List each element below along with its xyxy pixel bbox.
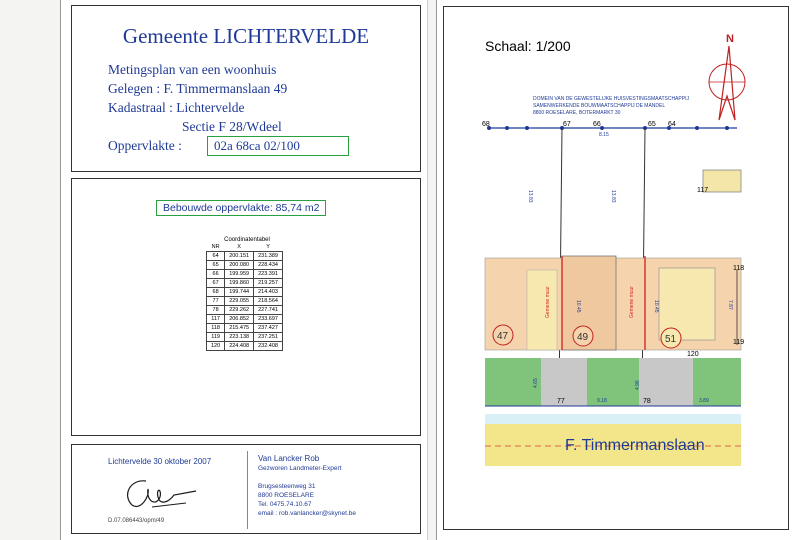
area-value: 02a 68ca 02/100 — [207, 136, 349, 156]
location-value: : F. Timmermanslaan 49 — [156, 81, 288, 96]
header-y: Y — [266, 244, 270, 250]
cell-nr: 65 — [207, 261, 225, 270]
cell-x: 199.860 — [225, 279, 254, 288]
plan-type: Metingsplan van een woonhuis — [108, 62, 277, 77]
point-label: 117 — [697, 187, 709, 194]
cell-x: 229.055 — [225, 297, 254, 306]
cadastre-value: : Lichtervelde — [169, 100, 245, 115]
cell-x: 199.959 — [225, 270, 254, 279]
footer-block — [71, 444, 421, 534]
built-area-box: Bebouwde oppervlakte: 85,74 m2 — [156, 200, 326, 216]
dimension-label: 8.15 — [599, 132, 609, 138]
dimension-label: 4.65 — [533, 378, 539, 388]
plan-sheet — [436, 0, 800, 540]
table-row — [207, 324, 283, 333]
table-row — [207, 333, 283, 342]
location-label: Gelegen — [108, 81, 153, 96]
dimension-label: 13.83 — [527, 190, 533, 203]
dimension-label: 10.45 — [575, 300, 581, 313]
north-arrow-icon — [709, 46, 745, 120]
cell-nr: 66 — [207, 270, 225, 279]
house-number: 47 — [497, 331, 509, 342]
point-label: 77 — [557, 398, 565, 405]
surveyor-name: Van Lancker Rob — [258, 454, 320, 463]
address-city: 8800 ROESELARE — [258, 492, 315, 499]
cell-nr: 78 — [207, 306, 225, 315]
wall-label: Gemene muur — [545, 286, 551, 318]
address-street: Brugsesteenweg 31 — [258, 483, 316, 490]
point-label: 119 — [733, 339, 745, 346]
table-row — [207, 279, 283, 288]
location-row — [108, 81, 287, 97]
house-number: 49 — [577, 332, 589, 343]
cell-y: 214.403 — [254, 288, 283, 297]
cell-nr: 68 — [207, 288, 225, 297]
cell-x: 200.151 — [225, 252, 254, 261]
dimension-label: 4.96 — [635, 380, 641, 390]
dimension-label: 13.83 — [610, 190, 616, 203]
signature — [116, 467, 206, 511]
title-sheet — [60, 0, 428, 540]
table-row — [207, 342, 283, 351]
cell-nr: 64 — [207, 252, 225, 261]
cell-nr: 77 — [207, 297, 225, 306]
street-name: F. Timmermanslaan — [565, 437, 705, 454]
area-label: Oppervlakte : — [108, 138, 182, 153]
cadastre-row — [108, 100, 244, 116]
cell-y: 228.434 — [254, 261, 283, 270]
wall-label: Gemene muur — [629, 286, 635, 318]
cell-nr: 120 — [207, 342, 225, 351]
cell-x: 229.262 — [225, 306, 254, 315]
coordinate-table — [206, 243, 283, 351]
cell-x: 199.744 — [225, 288, 254, 297]
cell-y: 231.389 — [254, 252, 283, 261]
cell-nr: 117 — [207, 315, 225, 324]
coordinate-panel — [71, 178, 421, 436]
section-value: Sectie F 28/Wdeel — [182, 119, 282, 134]
table-row — [207, 288, 283, 297]
point-label: 64 — [668, 121, 676, 128]
cell-y: 233.697 — [254, 315, 283, 324]
cell-y: 237.251 — [254, 333, 283, 342]
table-row — [207, 315, 283, 324]
table-row — [207, 306, 283, 315]
cell-y: 223.391 — [254, 270, 283, 279]
email: email : rob.vanlancker@skynet.be — [258, 510, 357, 517]
point-label: 78 — [643, 398, 651, 405]
north-label: N — [726, 33, 734, 45]
front-garden-49 — [587, 358, 639, 406]
footer-divider — [247, 451, 248, 529]
site-plan — [437, 0, 800, 540]
table-row — [207, 270, 283, 279]
owner-text-line: 8800 ROESELARE, BOTERMARKT 30 — [533, 110, 621, 116]
scale-label: Schaal: 1/200 — [485, 38, 571, 54]
coordinate-header-row — [207, 243, 283, 252]
cell-nr: 67 — [207, 279, 225, 288]
shed-117 — [703, 170, 741, 192]
point-label: 65 — [648, 121, 656, 128]
owner-text-line: DOMEIN VAN DE GEWESTELIJKE HUISVESTINGSMAATSCHAPPIJ — [533, 96, 689, 102]
point-label: 118 — [733, 265, 745, 272]
point-label: 120 — [687, 351, 699, 358]
municipality-title: Gemeente LICHTERVELDE — [122, 24, 370, 48]
cell-y: 232.408 — [254, 342, 283, 351]
cell-y: 237.427 — [254, 324, 283, 333]
surveyor-role: Gezworen Landmeter-Expert — [258, 465, 342, 472]
table-row — [207, 261, 283, 270]
table-row — [207, 252, 283, 261]
reference-number: D.07.086443/opm/49 — [108, 518, 165, 524]
cell-y: 227.741 — [254, 306, 283, 315]
header-x: X — [237, 244, 241, 250]
dimension-label: 10.45 — [653, 300, 659, 313]
cell-y: 218.564 — [254, 297, 283, 306]
dimension-label: 7.87 — [727, 300, 733, 310]
cell-x: 224.408 — [225, 342, 254, 351]
coordinate-table-title: Coordinatentabel — [224, 237, 270, 243]
cell-nr: 119 — [207, 333, 225, 342]
header-nr: NR — [211, 244, 220, 250]
plan-date: Lichtervelde 30 oktober 2007 — [108, 457, 212, 466]
cadastre-label: Kadastraal — [108, 100, 166, 115]
table-row — [207, 297, 283, 306]
phone: Tel. 0475.74.10.67 — [258, 501, 312, 508]
cell-x: 206.852 — [225, 315, 254, 324]
sidewalk — [485, 414, 741, 424]
point-label: 67 — [563, 121, 571, 128]
owner-text-line: SAMENWERKENDE BOUWMAATSCHAPPIJ DE MANDEL — [533, 103, 666, 109]
house-number: 51 — [665, 334, 677, 345]
point-label: 68 — [482, 121, 490, 128]
cell-x: 215.475 — [225, 324, 254, 333]
cell-y: 219.257 — [254, 279, 283, 288]
dimension-label: 9.18 — [597, 398, 607, 404]
cell-nr: 118 — [207, 324, 225, 333]
dimension-label: 3.89 — [699, 398, 709, 404]
title-block — [71, 5, 421, 172]
cell-x: 200.080 — [225, 261, 254, 270]
point-label: 66 — [593, 121, 601, 128]
cell-x: 223.138 — [225, 333, 254, 342]
